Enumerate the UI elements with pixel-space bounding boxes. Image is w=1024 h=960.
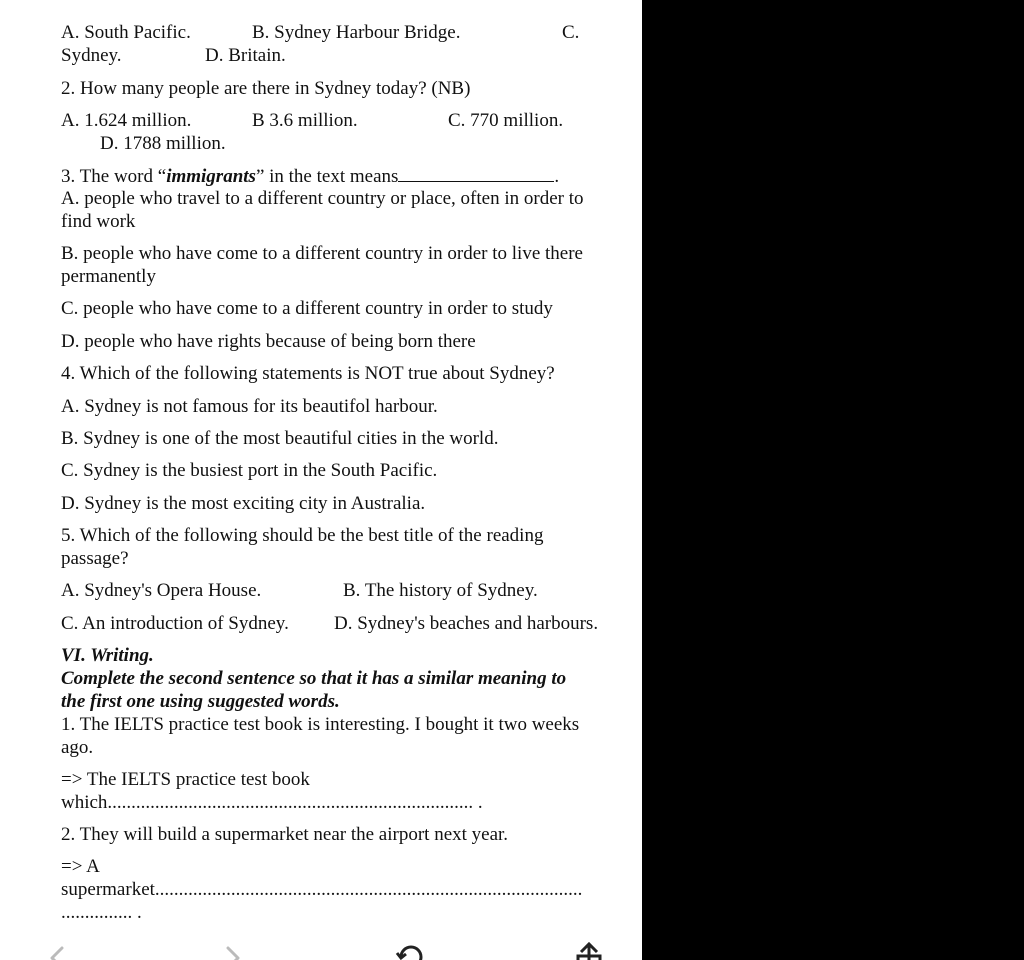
writing-item1-line2: ago. xyxy=(61,737,94,758)
q5-option-a: A. Sydney's Opera House. xyxy=(61,580,262,601)
q3-prompt-after: ” in the text means xyxy=(255,166,399,187)
q3-option-c: C. people who have come to a different country in order to study xyxy=(61,298,553,319)
writing-item1-answer-line2: which............................................................................. . xyxy=(61,792,483,813)
q3-keyword: immigrants xyxy=(166,166,256,187)
q1-option-d: D. Britain. xyxy=(205,45,286,66)
writing-item1-line1: 1. The IELTS practice test book is interesting. I bought it two weeks xyxy=(61,714,580,735)
q3-option-d: D. people who have rights because of being born there xyxy=(61,331,476,352)
writing-item1-answer-line1: => The IELTS practice test book xyxy=(61,769,310,790)
chevron-left-icon[interactable] xyxy=(42,944,72,960)
q2-option-d: D. 1788 million. xyxy=(100,133,226,154)
q3-period: . xyxy=(554,166,560,187)
q3-option-b-line1: B. people who have come to a different country in order to live there xyxy=(61,243,583,264)
chevron-right-icon[interactable] xyxy=(218,944,248,960)
q3-prompt-before: 3. The word “ xyxy=(61,166,167,187)
writing-heading: VI. Writing. xyxy=(61,645,154,666)
writing-item2-answer-line3: ............... . xyxy=(61,902,142,923)
q4-option-d: D. Sydney is the most exciting city in Australia. xyxy=(61,493,426,514)
q1-option-a: A. South Pacific. xyxy=(61,22,191,43)
q3-prompt xyxy=(61,164,559,188)
q2-prompt: 2. How many people are there in Sydney today? (NB) xyxy=(61,78,471,99)
q2-option-c: C. 770 million. xyxy=(448,110,564,131)
q3-option-b-line2: permanently xyxy=(61,266,156,287)
q1-option-c: C. xyxy=(562,22,580,43)
q1-option-b: B. Sydney Harbour Bridge. xyxy=(252,22,461,43)
q4-option-c: C. Sydney is the busiest port in the South Pacific. xyxy=(61,460,438,481)
q4-option-a: A. Sydney is not famous for its beautifol harbour. xyxy=(61,396,438,417)
writing-item2: 2. They will build a supermarket near the airport next year. xyxy=(61,824,509,845)
q5-option-b: B. The history of Sydney. xyxy=(343,580,538,601)
q5-prompt-line2: passage? xyxy=(61,548,129,569)
q2-option-b: B 3.6 million. xyxy=(252,110,358,131)
q5-option-d: D. Sydney's beaches and harbours. xyxy=(334,613,599,634)
q4-option-b: B. Sydney is one of the most beautiful cities in the world. xyxy=(61,428,499,449)
writing-instruction-line1: Complete the second sentence so that it has a similar meaning to xyxy=(61,668,567,689)
writing-item2-answer-line1: => A xyxy=(61,856,100,877)
q3-option-a-line2: find work xyxy=(61,211,136,232)
rotate-icon[interactable] xyxy=(394,940,428,960)
q3-option-a-line1: A. people who travel to a different country or place, often in order to xyxy=(61,188,584,209)
writing-instruction-line2: the first one using suggested words. xyxy=(61,691,340,712)
q3-answer-blank xyxy=(398,164,554,182)
q4-prompt: 4. Which of the following statements is NOT true about Sydney? xyxy=(61,363,555,384)
writing-item2-answer-line2: supermarket.......................................................................................... xyxy=(61,879,583,900)
q5-option-c: C. An introduction of Sydney. xyxy=(61,613,289,634)
q1-option-c-continued: Sydney. xyxy=(61,45,122,66)
share-icon[interactable] xyxy=(574,942,604,960)
q5-prompt-line1: 5. Which of the following should be the best title of the reading xyxy=(61,525,544,546)
q2-option-a: A. 1.624 million. xyxy=(61,110,192,131)
